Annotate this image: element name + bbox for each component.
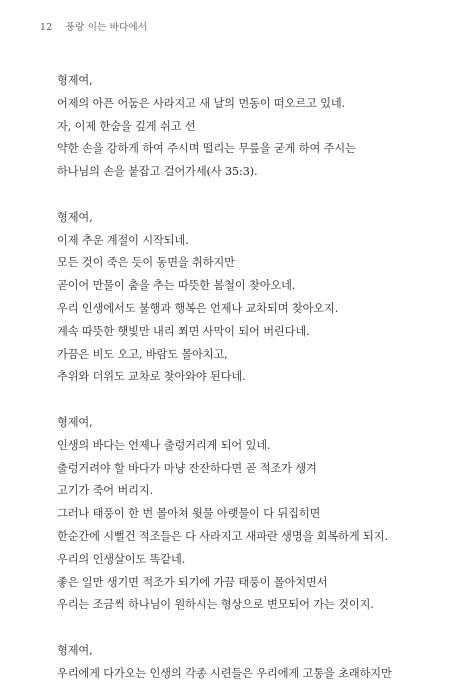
- text-line: 어제의 아픈 어둠은 사라지고 새 날의 먼동이 떠오르고 있네.: [57, 96, 346, 110]
- text-line: 형제여,: [57, 643, 93, 657]
- text-line: 인생의 바다는 언제나 출렁거리게 되어 있네.: [57, 438, 271, 452]
- text-line: 하나님의 손을 붙잡고 걸어가세(사 35:3).: [57, 165, 258, 179]
- text-line: 이제 추운 계절이 시작되네.: [57, 233, 189, 247]
- text-line: 우리의 인생살이도 똑같네.: [57, 552, 186, 566]
- book-title: 풍랑 이는 바다에서: [65, 22, 148, 33]
- text-line: 곧이어 만물이 춤을 추는 따뜻한 봄철이 찾아오네.: [57, 279, 296, 293]
- poem-text: [57, 70, 457, 686]
- text-line: 계속 따뜻한 햇빛만 내리 쬐면 사막이 되어 버린다네.: [57, 324, 310, 338]
- text-line: 약한 손을 강하게 하여 주시며 떨리는 무릎을 굳게 하여 주시는: [57, 142, 356, 156]
- text-line: 고기가 죽어 버리지.: [57, 484, 154, 498]
- text-line: 우리는 조금씩 하나님이 원하시는 형상으로 변모되어 가는 것이지.: [57, 598, 374, 612]
- running-head: [40, 19, 147, 33]
- stanza-break: [57, 184, 457, 207]
- text-line: 형제여,: [57, 210, 93, 224]
- text-line: 좋은 일만 생기면 적조가 되기에 가끔 태풍이 몰아치면서: [57, 575, 328, 589]
- text-line: 그러나 태풍이 한 번 몰아쳐 윗물 아랫물이 다 뒤집히면: [57, 507, 321, 521]
- text-line: 한순간에 시뻘건 적조들은 다 사라지고 새파란 생명을 회복하게 되지.: [57, 529, 388, 543]
- text-line: 자, 이제 한숨을 깊게 쉬고 선: [57, 119, 196, 133]
- text-line: 형제여,: [57, 415, 93, 429]
- text-line: 우리에게 다가오는 인생의 각종 시련들은 우리에게 고통을 초래하지만: [57, 666, 392, 680]
- text-line: 모든 것이 죽은 듯이 동면을 취하지만: [57, 256, 235, 270]
- text-line: 우리 인생에서도 불행과 행복은 언제나 교차되며 찾아오지.: [57, 301, 339, 315]
- text-line: 출렁거려야 할 바다가 마냥 잔잔하다면 곧 적조가 생겨: [57, 461, 317, 475]
- text-line: 형제여,: [57, 74, 93, 87]
- page-number: 12: [40, 22, 53, 33]
- text-line: 추위와 더위도 교차로 찾아와야 된다네.: [57, 370, 246, 384]
- text-line: 가끔은 비도 오고, 바람도 몰아치고,: [57, 347, 228, 361]
- stanza-break: [57, 617, 457, 640]
- stanza-break: [57, 389, 457, 412]
